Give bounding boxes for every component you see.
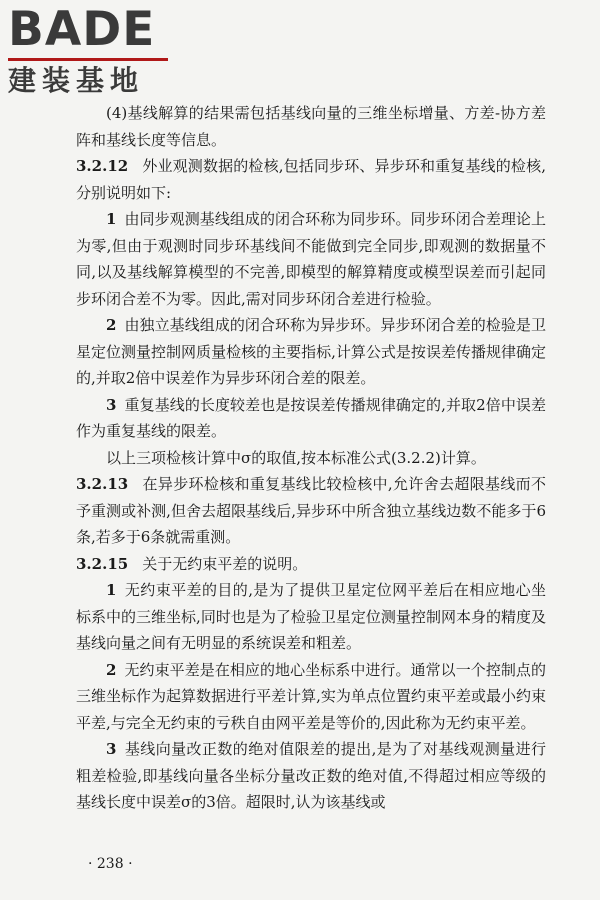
- document-body: [76, 100, 546, 816]
- list-item-repeat-baseline: [76, 392, 546, 445]
- clause-3-2-13: [76, 471, 546, 551]
- list-item-async-loop: [76, 312, 546, 392]
- page-number: · 238 ·: [88, 856, 133, 872]
- clause-text: 外业观测数据的检核,包括同步环、异步环和重复基线的检核,分别说明如下:: [76, 157, 546, 202]
- item-text: 基线向量改正数的绝对值限差的提出,是为了对基线观测量进行粗差检验,即基线向量各坐标分量改正数的绝对值,不得超过相应等级的基线长度中误差σ的3倍。超限时,认为该基线或: [76, 740, 546, 811]
- clause-text: 关于无约束平差的说明。: [142, 554, 308, 573]
- item-number: 1: [106, 210, 117, 228]
- item-text: 无约束平差的目的,是为了提供卫星定位网平差后在相应地心坐标系中的三维坐标,同时也是为了检验卫星定位测量控制网本身的精度及基线向量之间有无明显的系统误差和粗差。: [76, 581, 546, 652]
- clause-3-2-15: [76, 551, 546, 578]
- list-item-correction-limit: [76, 736, 546, 816]
- item-number: 3: [106, 740, 117, 758]
- logo-chinese-name: 建装基地: [8, 64, 145, 97]
- item-text: 重复基线的长度较差也是按误差传播规律确定的,并取2倍中误差作为重复基线的限差。: [76, 395, 546, 440]
- list-item-unconstrained-purpose: [76, 577, 546, 657]
- item-text: 由独立基线组成的闭合环称为异步环。异步环闭合差的检验是卫星定位测量控制网质量检核的主要指标,计算公式是按误差传播规律确定的,并取2倍中误差作为异步环闭合差的限差。: [76, 316, 546, 387]
- item-text: 由同步观测基线组成的闭合环称为同步环。同步环闭合差理论上为零,但由于观测时同步环基线间不能做到完全同步,即观测的数据量不同,以及基线解算模型的不完善,即模型的解算精度或模型误差而引起同步环闭合差不为零。因此,需对同步环闭合差进行检验。: [76, 210, 546, 308]
- paragraph-text: 以上三项检核计算中σ的取值,按本标准公式(3.2.2)计算。: [106, 448, 486, 467]
- item-number: 3: [106, 395, 117, 414]
- logo-wordmark: BADE: [8, 2, 156, 57]
- list-item-sync-loop: [76, 206, 546, 312]
- clause-number: 3.2.13: [76, 475, 129, 493]
- clause-number: 3.2.15: [76, 554, 129, 573]
- item-number: 1: [106, 581, 117, 599]
- paragraph-baseline-result: [76, 100, 546, 153]
- item-number: 2: [106, 660, 117, 679]
- paragraph-sigma-note: [76, 445, 546, 472]
- logo-underline: [8, 58, 168, 61]
- clause-3-2-12: [76, 153, 546, 206]
- site-logo: [8, 4, 178, 97]
- item-number: 2: [106, 316, 117, 334]
- list-item-unconstrained-method: [76, 657, 546, 737]
- clause-number: 3.2.12: [76, 157, 129, 175]
- item-text: 无约束平差是在相应的地心坐标系中进行。通常以一个控制点的三维坐标作为起算数据进行平差计算,实为单点位置约束平差或最小约束平差,与完全无约束的亏秩自由网平差是等价的,因此称为无约束平差。: [76, 660, 546, 732]
- paragraph-text: (4)基线解算的结果需包括基线向量的三维坐标增量、方差-协方差阵和基线长度等信息。: [76, 104, 546, 149]
- clause-text: 在异步环检核和重复基线比较检核中,允许舍去超限基线而不予重测或补测,但舍去超限基线后,异步环中所含独立基线边数不能多于6条,若多于6条就需重测。: [76, 475, 546, 546]
